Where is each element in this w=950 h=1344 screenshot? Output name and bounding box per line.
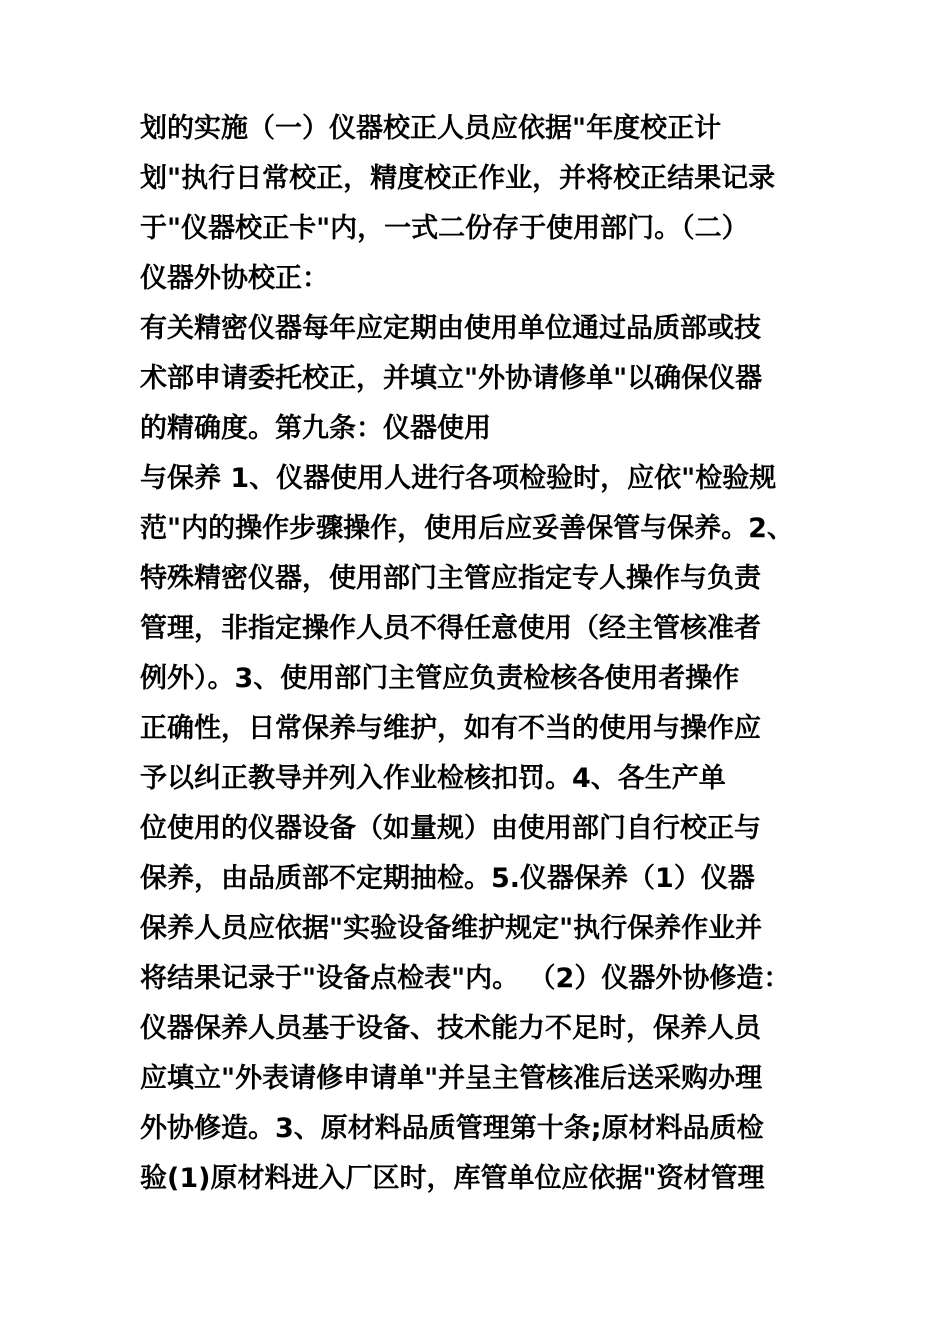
text-line: 仪器外协校正： [140,263,329,294]
text-line: 于"仪器校正卡"内，一式二份存于使用部门。（二） [140,213,749,244]
text-line: 例外）。3、使用部门主管应负责检核各使用者操作 [140,663,740,694]
text-line: 的精确度。第九条：仪器使用 [140,413,491,444]
text-line: 划的实施（一）仪器校正人员应依据"年度校正计 [140,113,722,144]
text-line: 特殊精密仪器，使用部门主管应指定专人操作与负责 [140,563,761,594]
body-text [140,104,840,1204]
text-line: 划"执行日常校正，精度校正作业，并将校正结果记录 [140,163,776,194]
text-line: 外协修造。3、原材料品质管理第十条;原材料品质检 [140,1113,764,1144]
text-line: 术部申请委托校正，并填立"外协请修单"以确保仪器 [140,363,763,394]
text-line: 将结果记录于"设备点检表"内。 （2）仪器外协修造： [140,963,791,994]
text-line: 与保养 1、仪器使用人进行各项检验时，应依"检验规 [140,463,777,494]
text-line: 正确性，日常保养与维护，如有不当的使用与操作应 [140,713,761,744]
text-line: 范"内的操作步骤操作，使用后应妥善保管与保养。2、 [140,513,794,544]
text-line: 仪器保养人员基于设备、技术能力不足时，保养人员 [140,1013,761,1044]
text-line: 位使用的仪器设备（如量规）由使用部门自行校正与 [140,813,761,844]
text-line: 保养，由品质部不定期抽检。5.仪器保养（1）仪器 [140,863,755,894]
text-line: 有关精密仪器每年应定期由使用单位通过品质部或技 [140,313,761,344]
text-line: 验(1)原材料进入厂区时，库管单位应依据"资材管理 [140,1163,765,1194]
text-line: 予以纠正教导并列入作业检核扣罚。4、各生产单 [140,763,726,794]
text-line: 应填立"外表请修申请单"并呈主管核准后送采购办理 [140,1063,763,1094]
text-line: 保养人员应依据"实验设备维护规定"执行保养作业并 [140,913,763,944]
text-line: 管理，非指定操作人员不得任意使用（经主管核准者 [140,613,761,644]
